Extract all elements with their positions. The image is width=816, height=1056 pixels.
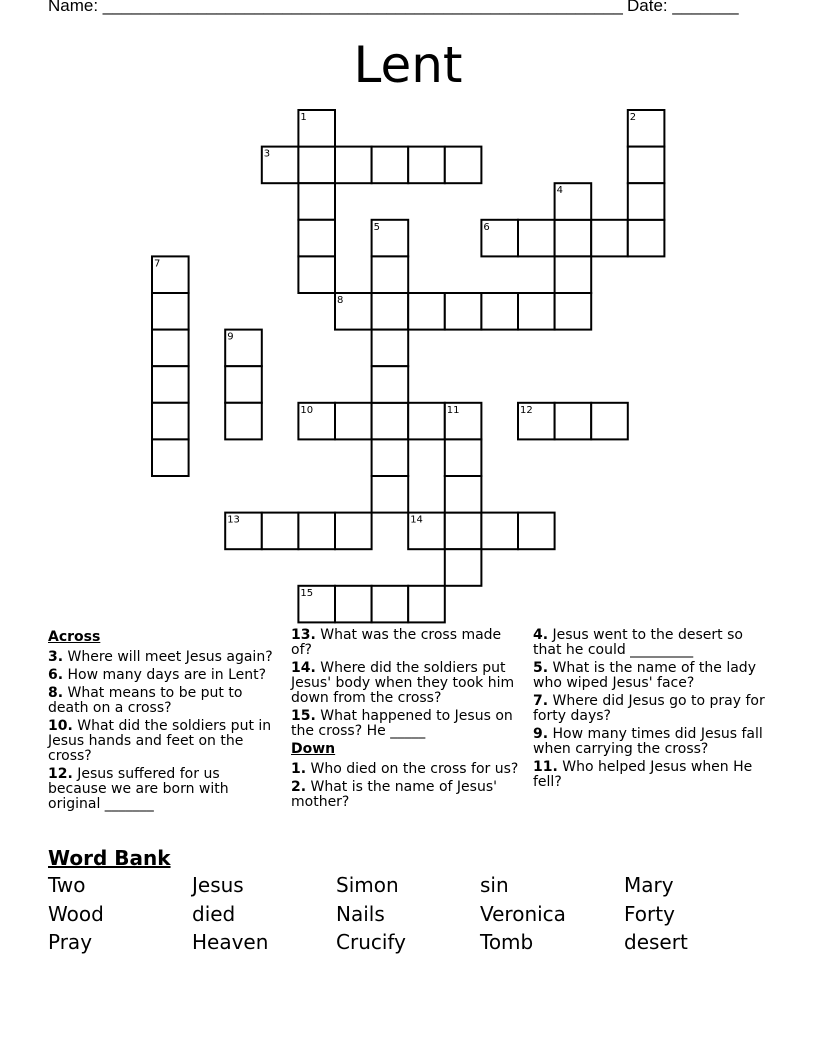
clues-column-2 [291, 628, 523, 813]
grid-cell[interactable] [225, 403, 262, 440]
clue-item [291, 628, 523, 658]
grid-cell[interactable] [335, 147, 372, 184]
grid-cell[interactable] [628, 183, 665, 220]
grid-cell[interactable] [225, 366, 262, 403]
clue-number-label: 2. [291, 779, 307, 795]
grid-cell[interactable] [481, 293, 518, 330]
grid-cell[interactable] [445, 403, 482, 440]
grid-cell[interactable] [555, 403, 592, 440]
clue-number-label: 1. [291, 761, 307, 777]
clue-text: Jesus suffered for us because we are born with original _______ [48, 766, 229, 812]
clue-number: 5 [373, 221, 380, 233]
grid-cell[interactable] [372, 439, 409, 476]
grid-cell[interactable] [298, 586, 335, 623]
clue-text: Where will meet Jesus again? [67, 649, 273, 665]
word-bank-item: died [192, 901, 236, 926]
clue-number: 9 [227, 331, 234, 343]
clue-number: 6 [483, 221, 490, 233]
grid-cell[interactable] [335, 403, 372, 440]
grid-cell[interactable] [225, 513, 262, 550]
grid-cell[interactable] [591, 403, 628, 440]
clue-text: Who died on the cross for us? [310, 761, 519, 777]
grid-cell[interactable] [408, 586, 445, 623]
clue-number-label: 4. [533, 627, 549, 643]
word-bank-item: Pray [48, 930, 93, 954]
clue-number: 8 [337, 295, 344, 306]
clue-number: 7 [154, 258, 161, 270]
clue-number: 2 [629, 112, 637, 123]
clue-number-label: 6. [48, 667, 64, 683]
grid-cell[interactable] [372, 220, 409, 257]
grid-cell[interactable] [555, 256, 592, 293]
clue-item [291, 709, 523, 739]
grid-cell[interactable] [555, 183, 592, 220]
grid-cell[interactable] [481, 513, 518, 550]
grid-cell[interactable] [408, 513, 445, 550]
clue-number-label: 14. [291, 660, 316, 676]
across-heading: Across [48, 629, 101, 645]
grid-cell[interactable] [298, 110, 335, 147]
clue-number: 1 [300, 112, 307, 123]
word-bank-item: Veronica [480, 901, 566, 926]
name-field[interactable]: Name: _______________________________________________________ [48, 0, 623, 15]
grid-cell[interactable] [372, 586, 409, 623]
clue-number-label: 10. [48, 718, 73, 734]
grid-cell[interactable] [518, 513, 555, 550]
clue-number: 4 [556, 185, 563, 197]
clue-text: How many times did Jesus fall when carrying the cross? [533, 726, 763, 757]
clue-text: What is the name of Jesus' mother? [291, 779, 497, 810]
clue-text: Who helped Jesus when He fell? [533, 759, 753, 790]
grid-cell[interactable] [481, 220, 518, 257]
grid-cell[interactable] [152, 293, 189, 330]
clue-number-label: 8. [48, 685, 64, 701]
clue-text: What happened to Jesus on the cross? He _____ [291, 708, 513, 739]
word-bank-item: Wood [48, 901, 104, 926]
grid-cell[interactable] [298, 256, 335, 293]
clue-number: 12 [520, 404, 533, 416]
clue-text: Where did Jesus go to pray for forty days? [533, 693, 765, 724]
word-bank-item: Forty [624, 901, 675, 926]
word-bank-item: Tomb [480, 930, 534, 954]
grid-cell[interactable] [518, 403, 555, 440]
clue-text: Jesus went to the desert so that he could _________ [533, 627, 743, 658]
grid-cell[interactable] [445, 147, 482, 184]
clue-item [291, 661, 523, 706]
clue-item [291, 780, 523, 810]
grid-cell[interactable] [445, 549, 482, 586]
clue-number-label: 5. [533, 660, 549, 676]
clue-number-label: 7. [533, 693, 549, 709]
clue-item [48, 686, 280, 716]
clue-item [48, 767, 280, 812]
grid-cell[interactable] [335, 513, 372, 550]
grid-cell[interactable] [335, 293, 372, 330]
word-bank-item: Simon [336, 873, 399, 897]
clue-number: 11 [446, 404, 460, 416]
clue-number-label: 11. [533, 759, 558, 775]
clue-text: What means to be put to death on a cross? [48, 685, 243, 716]
grid-cell[interactable] [628, 220, 665, 257]
clue-item [533, 727, 765, 757]
clue-item [533, 694, 765, 724]
clue-number-label: 15. [291, 708, 316, 724]
grid-cell[interactable] [555, 293, 592, 330]
clue-item [48, 719, 280, 764]
grid-cell[interactable] [298, 513, 335, 550]
page-title: Lent [353, 36, 463, 94]
word-bank-item: Crucify [336, 930, 406, 954]
word-bank-title: Word Bank [48, 846, 171, 870]
grid-cell[interactable] [298, 403, 335, 440]
grid-cell[interactable] [408, 403, 445, 440]
grid-cell[interactable] [372, 293, 409, 330]
word-bank-item: Heaven [192, 930, 269, 954]
grid-cell[interactable] [445, 513, 482, 550]
grid-cell[interactable] [445, 476, 482, 513]
grid-cell[interactable] [152, 403, 189, 440]
clue-text: What was the cross made of? [291, 627, 502, 658]
word-bank-item: Jesus [192, 873, 244, 897]
grid-cell[interactable] [152, 330, 189, 367]
grid-cell[interactable] [372, 476, 409, 513]
grid-cell[interactable] [335, 586, 372, 623]
date-field[interactable]: Date: _______ [627, 0, 739, 15]
clue-item [533, 760, 765, 790]
clue-text: Where did the soldiers put Jesus' body when they took him down from the cross? [291, 660, 515, 706]
clue-text: What is the name of the lady who wiped Jesus' face? [533, 660, 756, 691]
clue-number: 3 [263, 148, 271, 160]
grid-cell[interactable] [372, 366, 409, 403]
clue-item [48, 650, 280, 665]
grid-cell[interactable] [262, 147, 299, 184]
grid-cell[interactable] [628, 110, 665, 147]
word-bank [48, 873, 768, 955]
word-bank-item: Two [48, 873, 86, 897]
grid-cell[interactable] [298, 183, 335, 220]
grid-cell[interactable] [408, 293, 445, 330]
grid-cell[interactable] [445, 293, 482, 330]
grid-cell[interactable] [518, 293, 555, 330]
clue-item [533, 628, 765, 658]
clue-number: 10 [300, 404, 314, 416]
clue-item [48, 668, 280, 683]
word-bank-item: sin [480, 873, 509, 897]
grid-cell[interactable] [152, 366, 189, 403]
clue-item [291, 762, 523, 777]
grid-cell[interactable] [591, 220, 628, 257]
clue-number-label: 13. [291, 627, 316, 643]
word-bank-item: desert [624, 930, 688, 954]
grid-cell[interactable] [152, 439, 189, 476]
clue-item [533, 661, 765, 691]
grid-cell[interactable] [152, 256, 189, 293]
grid-cell[interactable] [372, 403, 409, 440]
down-heading: Down [291, 741, 336, 757]
clues-column-3 [533, 628, 765, 793]
word-bank-item: Nails [336, 901, 385, 926]
grid-cell[interactable] [298, 220, 335, 257]
clues-column-1 [48, 628, 280, 815]
clue-number: 13 [227, 514, 240, 526]
grid-cell[interactable] [372, 147, 409, 184]
grid-cell[interactable] [518, 220, 555, 257]
clue-number-label: 12. [48, 766, 73, 782]
grid-cell[interactable] [628, 147, 665, 184]
grid-cell[interactable] [372, 330, 409, 367]
clue-number-label: 9. [533, 726, 549, 742]
grid-cell[interactable] [408, 147, 445, 184]
clue-text: What did the soldiers put in Jesus hands and feet on the cross? [48, 718, 272, 764]
grid-cell[interactable] [372, 256, 409, 293]
grid-cell[interactable] [298, 147, 335, 184]
clue-number: 14 [410, 514, 423, 526]
grid-cell[interactable] [262, 513, 299, 550]
grid-cell[interactable] [555, 220, 592, 257]
grid-cell[interactable] [445, 439, 482, 476]
clue-number: 15 [300, 587, 314, 599]
word-bank-item: Mary [624, 873, 674, 897]
clue-text: How many days are in Lent? [67, 667, 267, 683]
grid-cell[interactable] [225, 330, 262, 367]
clue-number-label: 3. [48, 649, 64, 665]
